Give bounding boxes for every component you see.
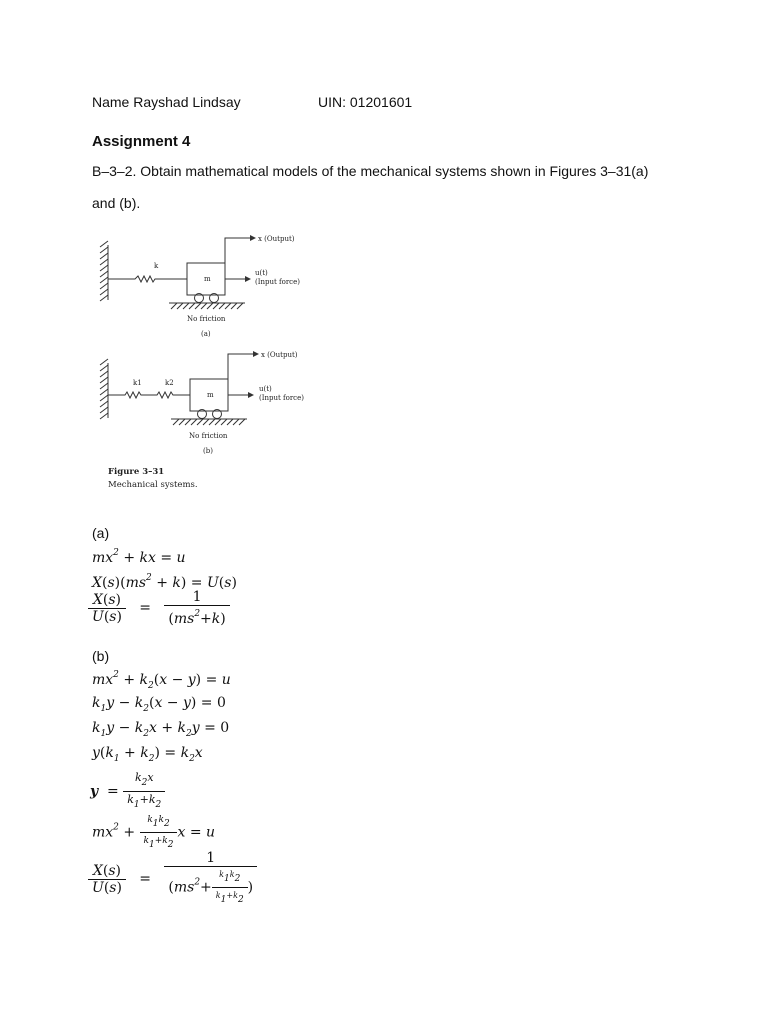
student-name: Name Rayshad Lindsay bbox=[92, 94, 241, 110]
eq-a-2: $X(s)(ms^2 + k) = U(s)$ bbox=[92, 573, 237, 591]
eq-a-1: $mx^2$ + kx = u bbox=[92, 548, 186, 566]
output-label-b: x (Output) bbox=[261, 351, 298, 359]
eq-b-5: y = $\frac{k_2x}{k_1+k_2}$ bbox=[90, 770, 165, 813]
spring-a bbox=[108, 276, 187, 282]
input-u-label-b: u(t) bbox=[259, 385, 272, 393]
eq-b-1: $mx^2 + k_2(x - y) = u$ bbox=[92, 670, 231, 691]
wall-b bbox=[100, 359, 108, 419]
no-friction-label-a: No friction bbox=[187, 315, 226, 323]
solution-a-label: (a) bbox=[92, 525, 110, 541]
mass-label-a: m bbox=[204, 275, 211, 283]
student-uin: UIN: 01201601 bbox=[318, 94, 413, 110]
figure-label-a: (a) bbox=[201, 330, 211, 338]
figure-label-b: (b) bbox=[203, 447, 213, 455]
eq-b-4: $y(k_1 + k_2) = k_2x$ bbox=[92, 745, 203, 764]
springs-b bbox=[108, 392, 190, 398]
eq-b-2: $k_1y - k_2(x - y) = 0$ bbox=[92, 695, 226, 714]
no-friction-label-b: No friction bbox=[189, 432, 228, 440]
assignment-title: Assignment 4 bbox=[92, 133, 191, 150]
mass-label-b: m bbox=[207, 391, 214, 399]
mechanical-systems-figure bbox=[95, 225, 325, 500]
eq-b-7: $\frac{X(s)}{U(s)}$ = 1 ($ms^2+$ $\frac{k_1k_2}{k_1+k_2}$ ) bbox=[88, 850, 257, 908]
input-label-b: (Input force) bbox=[259, 394, 304, 402]
figure-caption-text: Mechanical systems. bbox=[108, 480, 198, 490]
eq-a-3: $\frac{X(s)}{U(s)}$ = $\frac{1}{(ms^2+k)}$ bbox=[88, 589, 230, 627]
wall-a bbox=[100, 241, 108, 301]
problem-line-1: B–3–2. Obtain mathematical models of the mechanical systems shown in Figures 3–31(a) bbox=[92, 163, 649, 179]
spring-k2-label: k2 bbox=[165, 379, 174, 387]
input-u-label-a: u(t) bbox=[255, 269, 268, 277]
input-label-a: (Input force) bbox=[255, 278, 300, 286]
figure-caption-title: Figure 3–31 bbox=[108, 467, 165, 477]
solution-b-label: (b) bbox=[92, 648, 110, 664]
spring-k-label: k bbox=[154, 262, 159, 270]
spring-k1-label: k1 bbox=[133, 379, 142, 387]
eq-b-6: $mx^2$ + $\frac{k_1k_2}{k_1+k_2}$ x = u bbox=[92, 812, 215, 853]
eq-b-3: $k_1y - k_2x + k_2y = 0$ bbox=[92, 720, 230, 739]
problem-line-2: and (b). bbox=[92, 195, 141, 211]
output-label-a: x (Output) bbox=[258, 235, 295, 243]
